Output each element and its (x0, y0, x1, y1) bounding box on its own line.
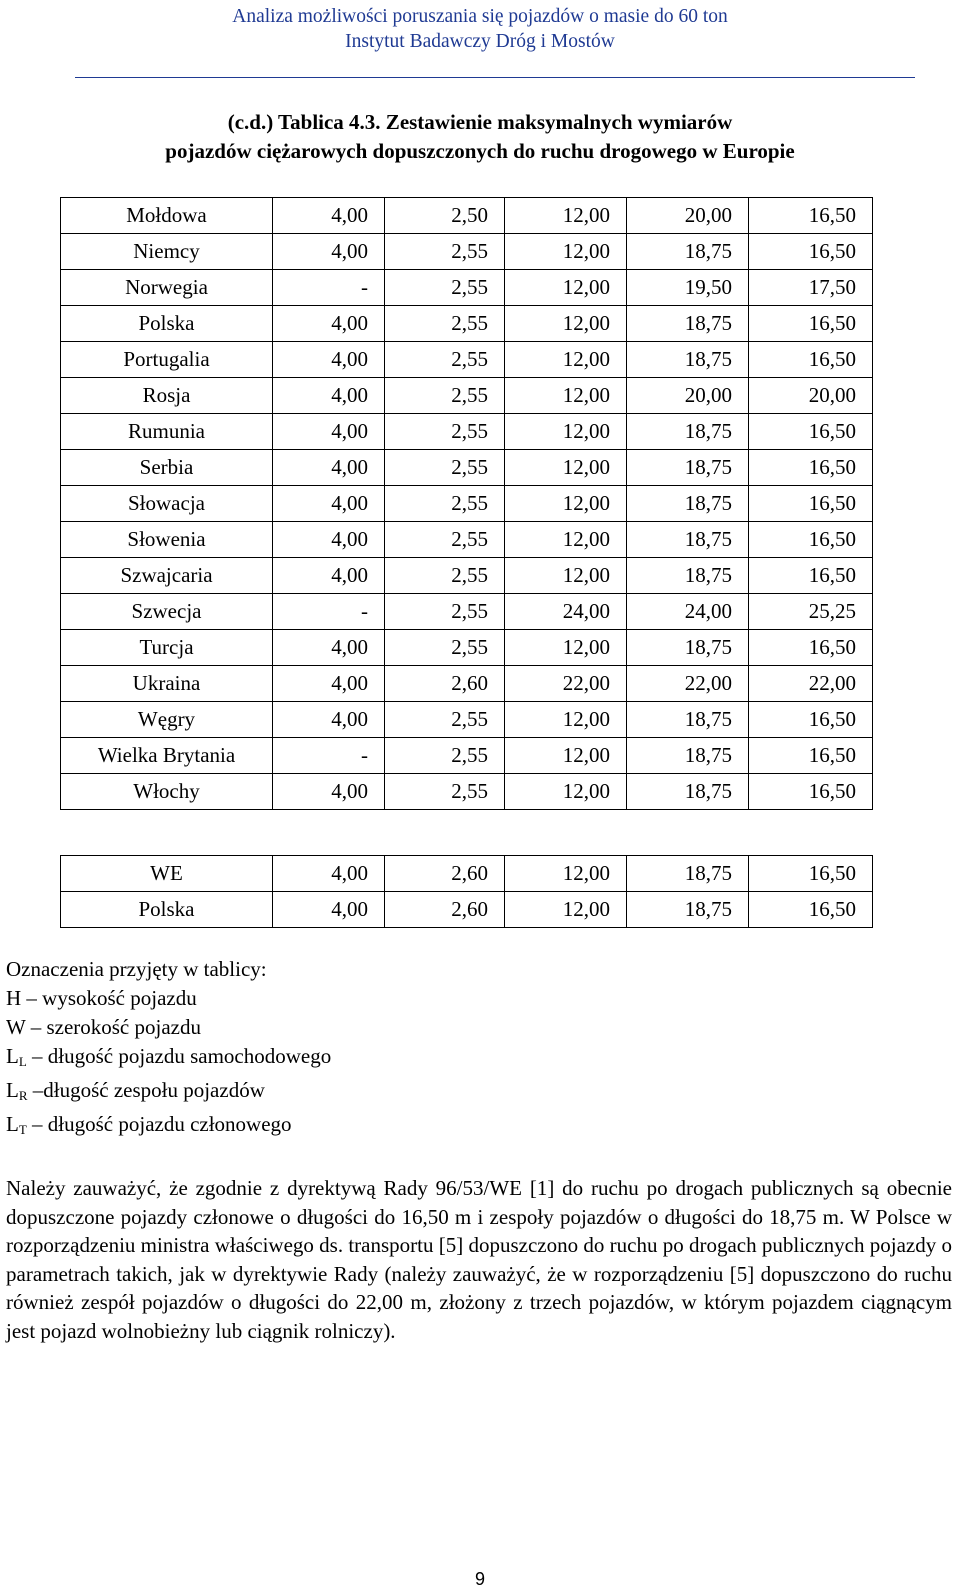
table-row (61, 738, 873, 774)
value-cell: 4,00 (273, 774, 385, 810)
value-cell: 2,55 (385, 558, 505, 594)
value-cell: - (273, 594, 385, 630)
header-institute: Instytut Badawczy Dróg i Mostów (345, 31, 615, 52)
value-cell: 20,00 (627, 198, 749, 234)
value-cell: 19,50 (627, 270, 749, 306)
value-cell: 24,00 (505, 594, 627, 630)
legend-item (6, 1110, 331, 1144)
table-row (61, 486, 873, 522)
dimensions-table (60, 197, 873, 810)
table-row (61, 630, 873, 666)
table-row (61, 522, 873, 558)
legend-item (6, 1013, 331, 1042)
page-number: 9 (474, 1569, 485, 1589)
value-cell: 18,75 (627, 486, 749, 522)
table-row (61, 774, 873, 810)
legend-symbol: L (6, 1078, 19, 1102)
value-cell: 12,00 (505, 342, 627, 378)
value-cell: 4,00 (273, 522, 385, 558)
value-cell: 20,00 (627, 378, 749, 414)
legend-items (6, 984, 331, 1144)
value-cell: 4,00 (273, 558, 385, 594)
legend-item (6, 1076, 331, 1110)
value-cell: 2,55 (385, 774, 505, 810)
country-cell: Włochy (61, 774, 273, 810)
value-cell: 12,00 (505, 630, 627, 666)
value-cell: 18,75 (627, 774, 749, 810)
value-cell: 2,55 (385, 234, 505, 270)
table-row (61, 198, 873, 234)
value-cell: 16,50 (749, 450, 873, 486)
legend-symbol: W (6, 1015, 26, 1039)
legend-description: – wysokość pojazdu (21, 986, 197, 1010)
value-cell: 2,55 (385, 702, 505, 738)
value-cell: 4,00 (273, 666, 385, 702)
country-cell: Polska (61, 306, 273, 342)
value-cell: 12,00 (505, 306, 627, 342)
country-cell: Słowenia (61, 522, 273, 558)
value-cell: 18,75 (627, 306, 749, 342)
value-cell: 16,50 (749, 630, 873, 666)
value-cell: 12,00 (505, 378, 627, 414)
value-cell: 18,75 (627, 450, 749, 486)
table-row (61, 234, 873, 270)
legend-symbol-subscript: L (18, 1054, 27, 1069)
value-cell: 2,55 (385, 306, 505, 342)
value-cell: 18,75 (627, 738, 749, 774)
table-row (61, 270, 873, 306)
legend-description: – długość pojazdu samochodowego (26, 1044, 332, 1068)
value-cell: 12,00 (505, 486, 627, 522)
table-row (61, 414, 873, 450)
value-cell: 12,00 (505, 522, 627, 558)
value-cell: 16,50 (749, 892, 873, 928)
value-cell: 2,60 (385, 666, 505, 702)
table-row (61, 378, 873, 414)
legend-title: Oznaczenia przyjęty w tablicy: (6, 957, 267, 981)
value-cell: 4,00 (273, 234, 385, 270)
value-cell: 16,50 (749, 234, 873, 270)
legend-item (6, 984, 331, 1013)
value-cell: 12,00 (505, 270, 627, 306)
body-paragraph: Należy zauważyć, że zgodnie z dyrektywą Rady 96/53/WE [1] do ruchu po drogach publicznych są obecnie dopuszczone pojazdy członowe o długości do 16,50 m i zespoły pojazdów o długości do 18,75 m. W Polsce w rozporządzeniu ministra właściwego ds. transportu [5] dopuszczono do ruchu po drogach publicznych pojazdy o parametrach takich, jak w dyrektywie Rady (należy zauważyć, że w rozporządzeniu [5] dopuszczono do ruchu również zespół pojazdów o długości do 22,00 m, złożony z trzech pojazdów, w którym pojazdem ciągnącym jest pojazd wolnobieżny lub ciągnik rolniczy). (6, 1176, 952, 1343)
value-cell: 12,00 (505, 738, 627, 774)
country-cell: Węgry (61, 702, 273, 738)
country-cell: Szwecja (61, 594, 273, 630)
table-row (61, 594, 873, 630)
value-cell: 2,55 (385, 378, 505, 414)
legend-description: – szerokość pojazdu (25, 1015, 201, 1039)
value-cell: 12,00 (505, 856, 627, 892)
table-row (61, 450, 873, 486)
value-cell: 12,00 (505, 198, 627, 234)
value-cell: 2,50 (385, 198, 505, 234)
value-cell: 16,50 (749, 522, 873, 558)
table-row (61, 342, 873, 378)
value-cell: 2,55 (385, 630, 505, 666)
value-cell: 20,00 (749, 378, 873, 414)
legend-symbol: L (6, 1044, 19, 1068)
value-cell: 18,75 (627, 702, 749, 738)
value-cell: - (273, 270, 385, 306)
country-cell: Polska (61, 892, 273, 928)
value-cell: 24,00 (627, 594, 749, 630)
legend (6, 955, 331, 1144)
value-cell: 4,00 (273, 892, 385, 928)
value-cell: 2,55 (385, 450, 505, 486)
value-cell: 12,00 (505, 702, 627, 738)
value-cell: 4,00 (273, 856, 385, 892)
value-cell: 16,50 (749, 856, 873, 892)
value-cell: 2,55 (385, 594, 505, 630)
value-cell: 22,00 (627, 666, 749, 702)
value-cell: 2,55 (385, 738, 505, 774)
value-cell: 4,00 (273, 306, 385, 342)
value-cell: 2,55 (385, 486, 505, 522)
table-row (61, 558, 873, 594)
value-cell: 18,75 (627, 558, 749, 594)
country-cell: Słowacja (61, 486, 273, 522)
country-cell: Portugalia (61, 342, 273, 378)
value-cell: 25,25 (749, 594, 873, 630)
value-cell: 16,50 (749, 558, 873, 594)
summary-table (60, 855, 873, 928)
value-cell: 16,50 (749, 198, 873, 234)
legend-symbol: L (6, 1112, 19, 1136)
value-cell: 22,00 (505, 666, 627, 702)
country-cell: Ukraina (61, 666, 273, 702)
value-cell: 18,75 (627, 630, 749, 666)
country-cell: Mołdowa (61, 198, 273, 234)
value-cell: 12,00 (505, 558, 627, 594)
running-header (0, 4, 960, 54)
table-row (61, 306, 873, 342)
value-cell: 4,00 (273, 342, 385, 378)
legend-symbol: H (6, 986, 22, 1010)
legend-symbol-subscript: R (18, 1088, 28, 1103)
value-cell: 12,00 (505, 450, 627, 486)
table-row (61, 666, 873, 702)
value-cell: 4,00 (273, 630, 385, 666)
value-cell: 12,00 (505, 892, 627, 928)
value-cell: 18,75 (627, 234, 749, 270)
value-cell: 18,75 (627, 522, 749, 558)
legend-description: –długość zespołu pojazdów (27, 1078, 265, 1102)
value-cell: 12,00 (505, 774, 627, 810)
country-cell: Niemcy (61, 234, 273, 270)
value-cell: 4,00 (273, 450, 385, 486)
legend-description: – długość pojazdu członowego (26, 1112, 292, 1136)
country-cell: Szwajcaria (61, 558, 273, 594)
value-cell: 18,75 (627, 342, 749, 378)
value-cell: 17,50 (749, 270, 873, 306)
summary-table-body (61, 856, 873, 928)
country-cell: Wielka Brytania (61, 738, 273, 774)
value-cell: 16,50 (749, 702, 873, 738)
country-cell: Rumunia (61, 414, 273, 450)
legend-item (6, 1042, 331, 1076)
value-cell: 12,00 (505, 234, 627, 270)
value-cell: 2,55 (385, 270, 505, 306)
value-cell: 16,50 (749, 738, 873, 774)
country-cell: WE (61, 856, 273, 892)
table-row (61, 856, 873, 892)
value-cell: 16,50 (749, 486, 873, 522)
value-cell: 2,55 (385, 522, 505, 558)
country-cell: Norwegia (61, 270, 273, 306)
value-cell: 22,00 (749, 666, 873, 702)
country-cell: Turcja (61, 630, 273, 666)
country-cell: Rosja (61, 378, 273, 414)
header-divider (75, 77, 915, 78)
value-cell: 4,00 (273, 486, 385, 522)
value-cell: 2,60 (385, 892, 505, 928)
country-cell: Serbia (61, 450, 273, 486)
value-cell: 4,00 (273, 378, 385, 414)
value-cell: - (273, 738, 385, 774)
table-caption (0, 108, 960, 166)
dimensions-table-body (61, 198, 873, 810)
value-cell: 2,55 (385, 342, 505, 378)
value-cell: 2,55 (385, 414, 505, 450)
legend-symbol-subscript: T (18, 1122, 27, 1137)
value-cell: 16,50 (749, 414, 873, 450)
value-cell: 16,50 (749, 306, 873, 342)
header-title: Analiza możliwości poruszania się pojazdów o masie do 60 ton (232, 6, 728, 27)
value-cell: 2,60 (385, 856, 505, 892)
value-cell: 4,00 (273, 702, 385, 738)
table-row (61, 702, 873, 738)
value-cell: 18,75 (627, 856, 749, 892)
value-cell: 18,75 (627, 892, 749, 928)
value-cell: 18,75 (627, 414, 749, 450)
value-cell: 16,50 (749, 342, 873, 378)
value-cell: 4,00 (273, 414, 385, 450)
value-cell: 12,00 (505, 414, 627, 450)
table-caption-line-2: pojazdów ciężarowych dopuszczonych do ruchu drogowego w Europie (165, 139, 795, 163)
value-cell: 16,50 (749, 774, 873, 810)
table-caption-line-1: (c.d.) Tablica 4.3. Zestawienie maksymalnych wymiarów (227, 110, 733, 134)
value-cell: 4,00 (273, 198, 385, 234)
table-row (61, 892, 873, 928)
